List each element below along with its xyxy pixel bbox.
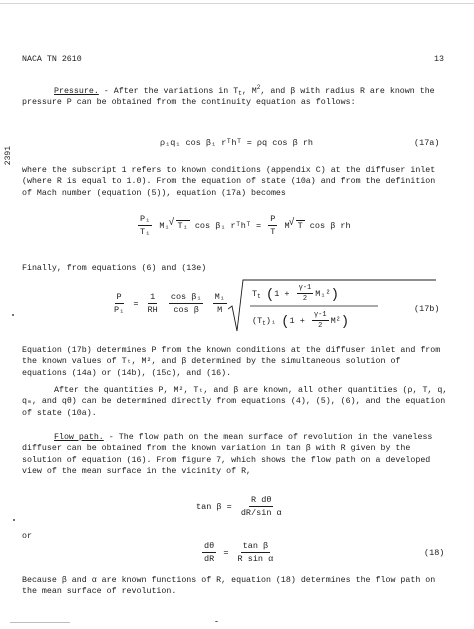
page-number: 13 [434,55,444,64]
equation-tan-beta [196,495,286,518]
section-title-pressure: Pressure. [54,87,99,96]
radical-numerator [252,284,339,303]
paragraph-pressure [22,86,448,109]
fraction-den: M [217,305,223,315]
paragraph-finally: Finally, from equations (6) and (13e) [22,264,207,273]
fraction-num: 1 [150,292,156,302]
fraction-den: T [270,227,276,237]
fraction-den: T₁ [140,227,151,237]
equation-17b-number: (17b) [414,304,440,314]
top-scan-edge [0,3,474,4]
radical-denominator [252,311,349,330]
fraction-rdtheta [239,495,284,518]
eq-term: )₁ [265,315,277,326]
equation-18 [200,541,277,564]
eq-term: cos β₁ rᵀhᵀ = [194,220,262,231]
eq-term: T [252,288,258,299]
fraction-gamma [312,311,329,330]
bottom-scan-mark [10,622,70,623]
equation-18-number: (18) [424,548,445,558]
running-header: NACA TN 2610 [22,55,82,64]
fraction-p1-t1 [138,214,152,237]
eq-term: M₁ [159,220,170,231]
fraction-num: dθ [204,541,215,551]
paragraph-flow-path [22,432,448,478]
fraction-gamma [297,284,314,303]
fraction-den: 2 [302,295,308,303]
fraction-num: cos β₁ [170,292,202,302]
p6-text: - The flow path on the mean surface of revolution in the vaneless diffuser can be obtained from the known variation in tan β with R given by the solution of equation (16). From figure 7, which shows the flow path on a developed view of the mean surface in the vicinity of R, [22,433,433,477]
equals-sign: = [223,547,229,558]
fraction-den: R sin α [237,554,274,564]
fraction-den: dR/sin α [240,508,282,518]
scan-speck [12,314,14,316]
eq-term: 1 + [289,315,305,326]
fraction-num: P [270,214,276,224]
sqrt-term: √ T₁ [176,220,190,231]
fraction-num: γ-1 [298,284,312,292]
fraction-m1-m [213,292,227,315]
fraction-den: dR [204,554,215,564]
equation-17a-number: (17a) [414,138,440,148]
paragraph-quantities: After the quantities P, M², Tₜ, and β are known, all other quantities (ρ, T, q, qₘ, and qθ) can be determined directly from equations (4), (5), (6), and the equation of state (10a). [22,386,448,418]
fraction-num: P [116,292,122,302]
paren-open: ( [281,313,290,330]
p1-sub: t [238,90,242,97]
paren-close: ) [330,286,339,303]
fraction-dtheta-dr [202,541,216,564]
fraction-num: R dθ [251,495,272,505]
paren-open: ( [265,286,275,303]
p1-sup: 2 [256,84,261,91]
p1-text-b: , M [241,87,257,96]
fraction-tan-rsin [236,541,276,564]
fraction-num: M₁ [214,292,225,302]
eq-term: M [284,220,290,231]
eq-term: (T [252,315,263,326]
paragraph-equation-17b: Equation (17b) determines P from the known conditions at the diffuser inlet and from the known values of Tₜ, M², and β determined by the simultaneous solution of equations (14a) or (14b), (15c), and (16). [22,346,441,378]
eq-term: 1 + [274,288,290,299]
paren-close: ) [340,313,350,330]
fraction-p-t [268,214,277,237]
fraction-1-rh [146,292,160,315]
equation-17a: ρ₁q₁ cos β₁ rᵀhᵀ = ρq cos β rh [160,138,314,148]
paragraph-because: Because β and α are known functions of R, equation (18) determines the flow path on the mean surface of revolution. [22,576,436,597]
fraction-p-p1 [112,292,126,315]
eq-sub: t [257,292,261,300]
eq-term: M² [330,315,341,326]
margin-number-text: 2391 [4,146,13,166]
fraction-den: cos β [173,305,199,315]
scan-speck [215,621,218,622]
eq-sub: t [262,319,266,327]
connector-or: or [22,532,32,541]
fraction-den: 2 [318,322,323,330]
p1-text-a: - After the variations in T [98,87,239,96]
margin-number [4,146,12,168]
equation-17a-transformed [136,214,351,237]
sqrt-term: √ T [296,220,305,231]
fraction-num: P₁ [140,214,151,224]
fraction-num: γ-1 [313,311,327,319]
paragraph-state: where the subscript 1 refers to known conditions (appendix C) at the diffuser inlet (where R is equal to 1.0). From the equation of state (10a) and from the definition of Mach number (equation (5)), equation (17a) becomes [22,166,436,198]
scan-speck [13,519,15,521]
fraction-cos [169,292,204,315]
equation-17b [110,292,229,315]
eq-term: tan β = [196,501,232,512]
eq-term: cos β rh [309,220,351,231]
section-title-flow-path: Flow path. [54,433,104,442]
fraction-den: RH [147,305,158,315]
fraction-num: tan β [242,541,269,551]
equals-sign: = [133,298,139,309]
eq-term: M₁² [315,288,331,299]
fraction-den: P₁ [114,305,125,315]
p1-text-c: , and β with radius R are known the pressure P can be obtained from the continuity equation as follows: [22,87,435,108]
